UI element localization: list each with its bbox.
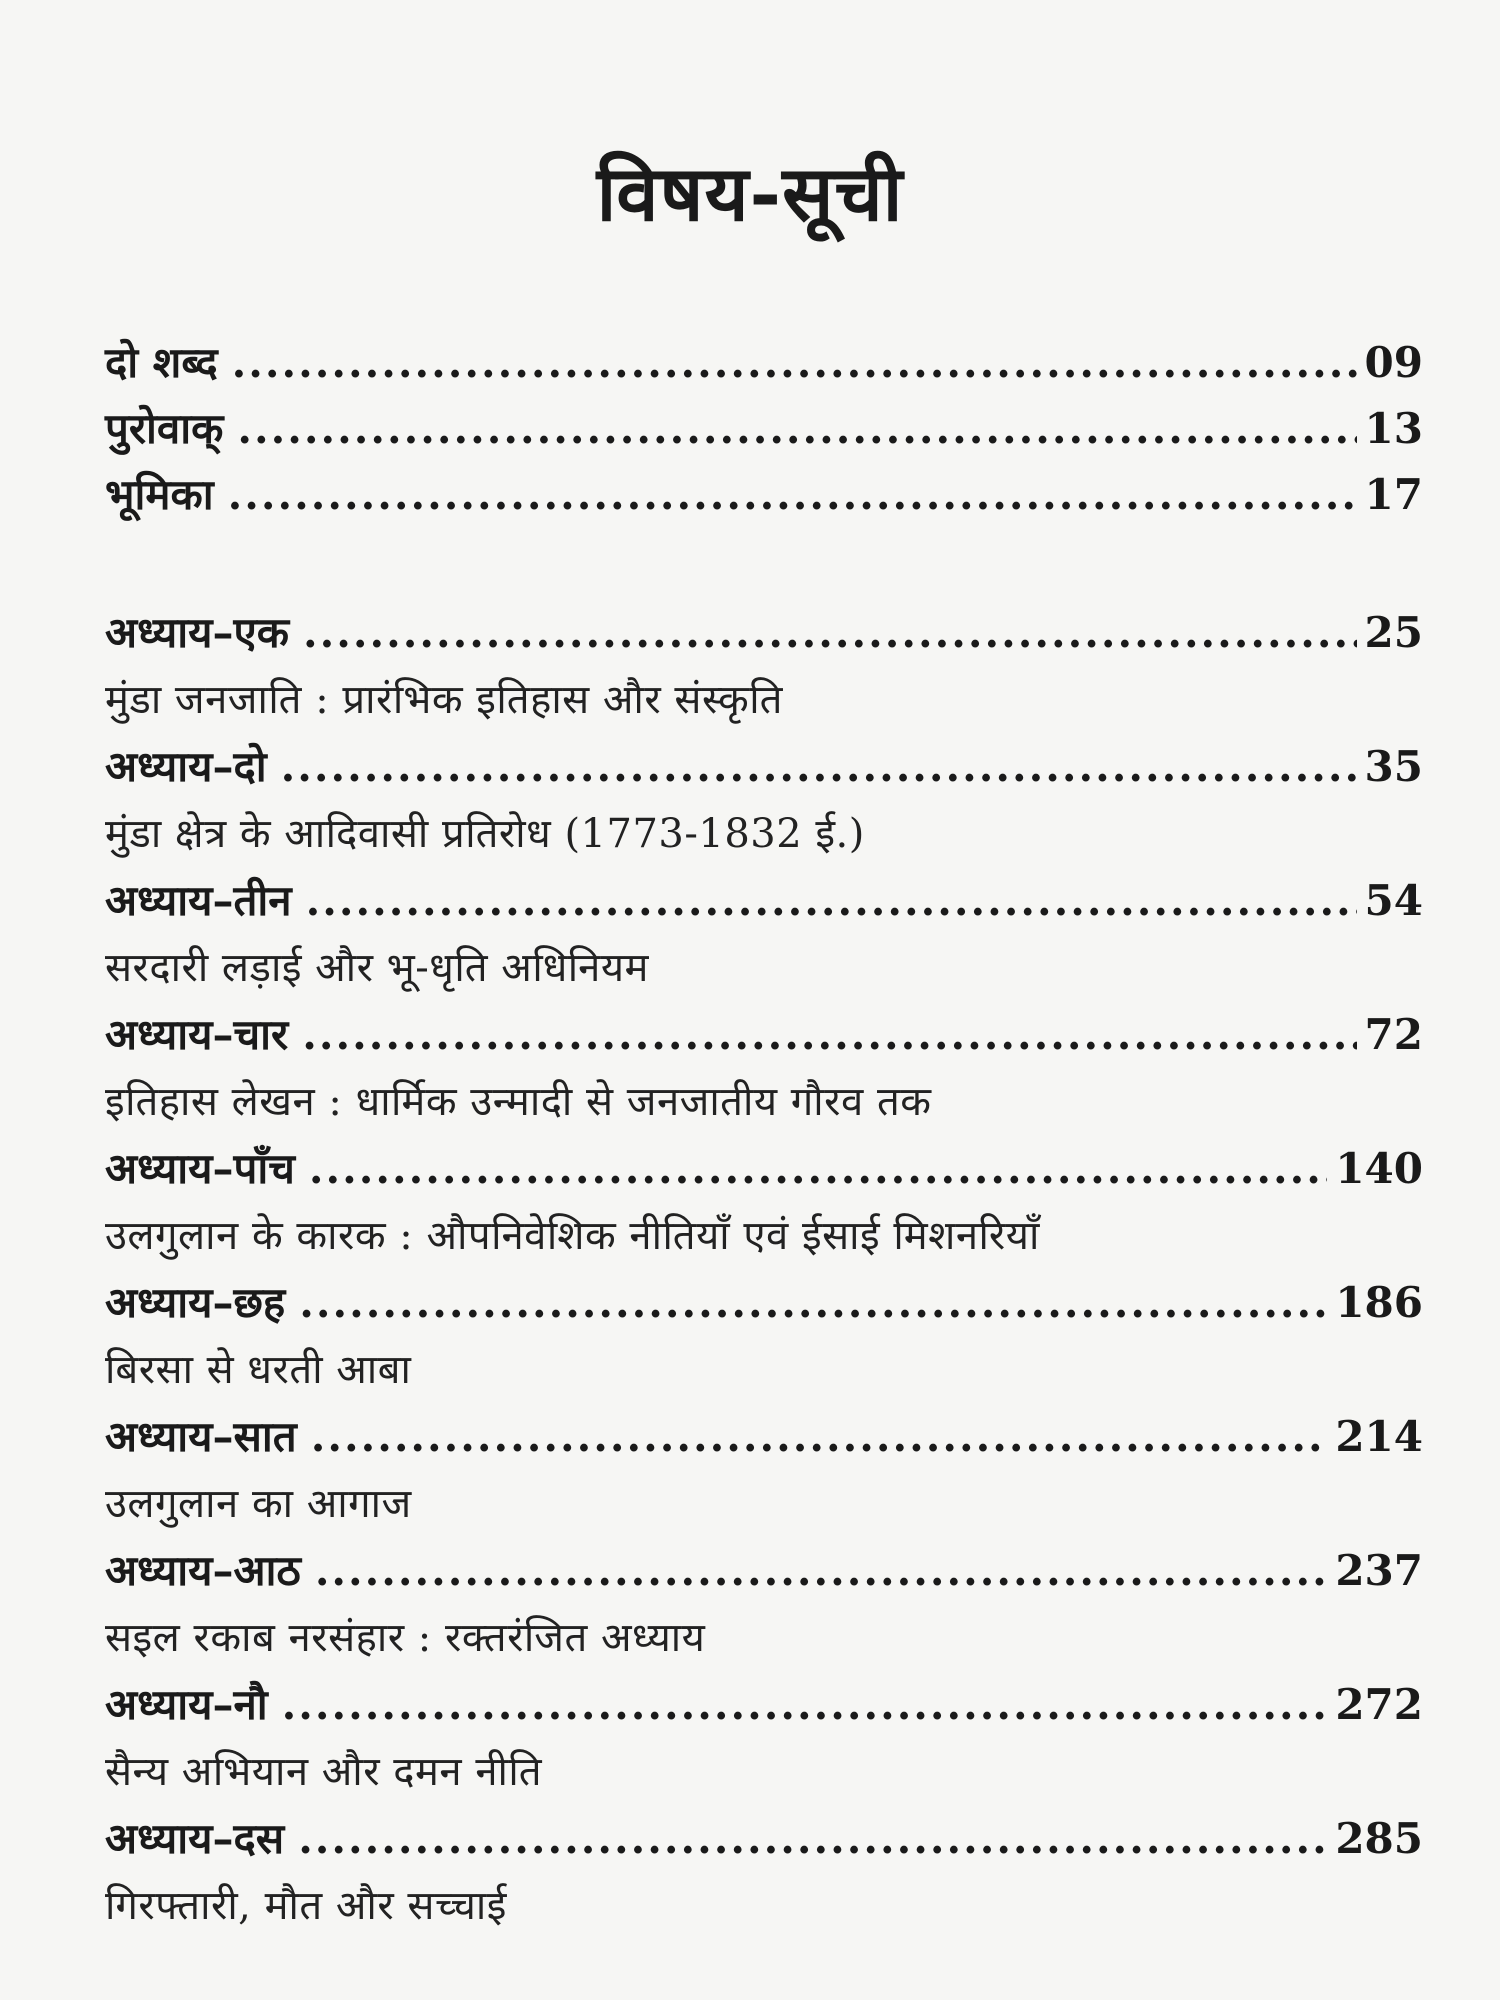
chapter-subtitle: मुंडा क्षेत्र के आदिवासी प्रतिरोध (1773-1832 ई.)	[105, 811, 865, 857]
toc-entry-chapter-9[interactable]	[105, 1672, 1423, 1738]
dot-leader	[282, 1672, 1328, 1738]
toc-entry-bhumika[interactable]	[105, 462, 1423, 528]
toc-entry-chapter-6[interactable]	[105, 1270, 1423, 1336]
chapter-label: अध्याय–दस	[105, 1814, 285, 1863]
chapter-label: अध्याय–एक	[105, 608, 289, 657]
dot-leader	[303, 600, 1357, 666]
chapter-label: अध्याय–नौ	[105, 1680, 268, 1729]
chapter-subtitle: उलगुलान का आगाज	[105, 1481, 412, 1527]
chapter-subtitle: गिरफ्तारी, मौत और सच्चाई	[105, 1883, 507, 1929]
entry-label: भूमिका	[105, 470, 214, 519]
page-number: 09	[1364, 338, 1423, 387]
toc-entry-chapter-8[interactable]	[105, 1538, 1423, 1604]
chapter-subtitle: इतिहास लेखन : धार्मिक उन्मादी से जनजातीय गौरव तक	[105, 1079, 932, 1125]
chapter-subtitle: उलगुलान के कारक : औपनिवेशिक नीतियाँ एवं ईसाई मिशनरियाँ	[105, 1213, 1040, 1259]
toc-entry-chapter-3[interactable]	[105, 868, 1423, 934]
dot-leader	[315, 1538, 1328, 1604]
dot-leader	[309, 1136, 1327, 1202]
section-gap	[105, 528, 1423, 600]
page-number: 13	[1364, 404, 1423, 453]
table-of-contents	[105, 330, 1423, 1940]
page-number: 54	[1364, 876, 1423, 925]
page-number: 35	[1364, 742, 1423, 791]
chapter-label: अध्याय–सात	[105, 1412, 297, 1461]
chapter-label: अध्याय–चार	[105, 1010, 289, 1059]
page-title: विषय-सूची	[596, 149, 904, 238]
toc-entry-purovak[interactable]	[105, 396, 1423, 462]
chapter-subtitle: मुंडा जनजाति : प्रारंभिक इतिहास और संस्कृति	[105, 677, 783, 723]
entry-label: पुरोवाक्	[105, 404, 224, 453]
dot-leader	[311, 1404, 1328, 1470]
chapter-subtitle: सरदारी लड़ाई और भू-धृति अधिनियम	[105, 945, 649, 991]
chapter-label: अध्याय–दो	[105, 742, 267, 791]
dot-leader	[298, 1806, 1327, 1872]
toc-entry-chapter-4[interactable]	[105, 1002, 1423, 1068]
chapter-label: अध्याय–तीन	[105, 876, 292, 925]
toc-entry-chapter-7[interactable]	[105, 1404, 1423, 1470]
toc-entry-chapter-10[interactable]	[105, 1806, 1423, 1872]
page-number: 25	[1364, 608, 1423, 657]
page-number: 17	[1364, 470, 1423, 519]
toc-entry-chapter-2[interactable]	[105, 734, 1423, 800]
dot-leader	[306, 868, 1357, 934]
chapter-subtitle: सैन्य अभियान और दमन नीति	[105, 1749, 543, 1795]
entry-label: दो शब्द	[105, 338, 218, 387]
page-number: 72	[1364, 1010, 1423, 1059]
toc-entry-chapter-5[interactable]	[105, 1136, 1423, 1202]
dot-leader	[232, 330, 1357, 396]
page-number: 272	[1335, 1680, 1423, 1729]
page-number: 237	[1335, 1546, 1423, 1595]
chapter-subtitle: सइल रकाब नरसंहार : रक्तरंजित अध्याय	[105, 1615, 706, 1661]
page-number: 214	[1335, 1412, 1423, 1461]
chapter-label: अध्याय–छह	[105, 1278, 286, 1327]
page-number: 285	[1335, 1814, 1423, 1863]
dot-leader	[299, 1270, 1327, 1336]
dot-leader	[237, 396, 1356, 462]
toc-entry-do-shabd[interactable]	[105, 330, 1423, 396]
page-number: 186	[1335, 1278, 1423, 1327]
dot-leader	[228, 462, 1357, 528]
chapter-subtitle: बिरसा से धरती आबा	[105, 1347, 412, 1393]
dot-leader	[302, 1002, 1356, 1068]
page-number: 140	[1335, 1144, 1423, 1193]
toc-entry-chapter-1[interactable]	[105, 600, 1423, 666]
dot-leader	[281, 734, 1357, 800]
chapter-label: अध्याय–आठ	[105, 1546, 301, 1595]
chapter-label: अध्याय–पाँच	[105, 1144, 295, 1193]
